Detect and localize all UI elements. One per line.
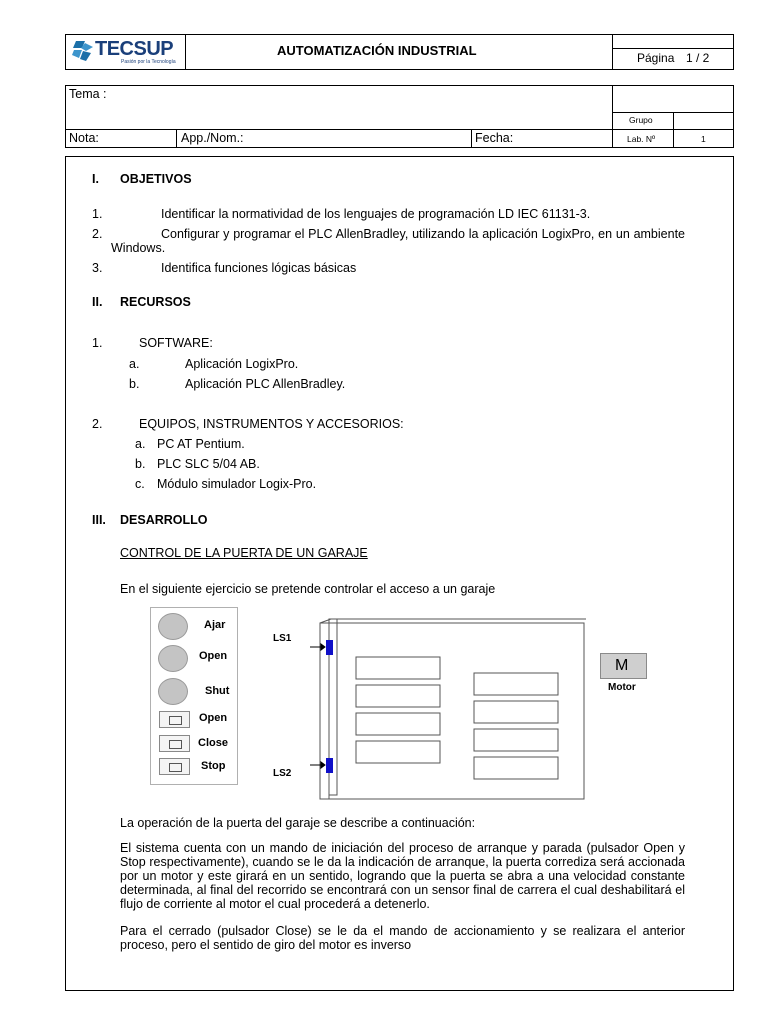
- door-frame: [320, 623, 584, 799]
- lamp-ajar: [158, 613, 188, 640]
- paragraph: El sistema cuenta con un mando de iniciación del proceso de arranque y parada (pulsador Open y Stop respectivamente), cuando se le da la indicación de arranque, la puerta corrediza será accionada por un motor y este girará en un sentido, logrando que la puerta se abra a una velocidad constante determinada, al final del recorrido se encontrará con un sensor final de carrera el cual deshabilitará el flujo de corriente al motor el cual procederá a detenerlo.: [120, 841, 685, 911]
- list-item-number: 2.: [92, 227, 103, 241]
- list-item-text: Módulo simulador Logix-Pro.: [157, 477, 317, 491]
- door-panel: [474, 701, 558, 723]
- lamp-open: [158, 645, 188, 672]
- list-item-text: Identifica funciones lógicas básicas: [161, 261, 357, 275]
- lamp-label: Open: [199, 650, 228, 662]
- ls2-label: LS2: [273, 768, 292, 779]
- ls2-arrowhead: [321, 762, 325, 768]
- tema-label: Tema :: [69, 87, 107, 101]
- limit-switch-ls2: [326, 758, 333, 773]
- fecha-label: Fecha:: [475, 131, 514, 145]
- door-panel: [474, 757, 558, 779]
- paragraph: La operación de la puerta del garaje se describe a continuación:: [120, 816, 476, 830]
- lamp-label: Shut: [205, 685, 230, 697]
- section-number: I.: [92, 172, 99, 186]
- list-item-letter: b.: [135, 457, 146, 471]
- motor-symbol: M: [615, 657, 629, 674]
- door-panel: [356, 685, 440, 707]
- section-title-recursos: RECURSOS: [120, 295, 191, 309]
- button-face: [169, 716, 182, 725]
- section-number: III.: [92, 513, 106, 527]
- info-divider: [612, 85, 613, 148]
- paragraph: Para el cerrado (pulsador Close) se le da el mando de accionamiento y se realizara el anterior proceso, pero el sentido de giro del motor es inverso: [120, 924, 685, 952]
- list-item-letter: b.: [129, 377, 140, 391]
- list-item-text: Aplicación PLC AllenBradley.: [185, 377, 346, 391]
- list-item-text: PLC SLC 5/04 AB.: [157, 457, 260, 471]
- list-item-text: Identificar la normatividad de los lenguajes de programación LD IEC 61131-3.: [161, 207, 591, 221]
- door-panel: [474, 729, 558, 751]
- list-item-number: 1.: [92, 336, 103, 350]
- subsection-title-software: SOFTWARE:: [139, 336, 213, 350]
- open-button[interactable]: [159, 711, 190, 728]
- list-item-number: 3.: [92, 261, 103, 275]
- nota-label: Nota:: [69, 131, 99, 145]
- list-item-letter: c.: [135, 477, 145, 491]
- list-item-text: Configurar y programar el PLC AllenBradley, utilizando la aplicación LogixPro, en un ambiente Windows.: [111, 227, 685, 255]
- list-item-text-wrapped: [111, 227, 685, 255]
- list-item-text: Aplicación LogixPro.: [185, 357, 299, 371]
- header-divider: [612, 48, 734, 49]
- button-label: Open: [199, 712, 228, 724]
- section-title-objetivos: OBJETIVOS: [120, 172, 192, 186]
- button-label: Close: [198, 737, 228, 749]
- lab-label: Lab. Nº: [627, 134, 656, 144]
- list-item-letter: a.: [135, 437, 146, 451]
- header-divider: [612, 34, 613, 70]
- lamp-shut: [158, 678, 188, 705]
- logo-text: TECSUP: [95, 38, 174, 60]
- ls1-arrowhead: [321, 644, 325, 650]
- page-label: Página: [637, 51, 675, 65]
- exercise-subtitle: CONTROL DE LA PUERTA DE UN GARAJE: [120, 546, 368, 560]
- info-divider: [176, 129, 177, 148]
- info-divider: [471, 129, 472, 148]
- button-label: Stop: [201, 760, 226, 772]
- limit-switch-ls1: [326, 640, 333, 655]
- ls1-label: LS1: [273, 633, 292, 644]
- door-panel: [356, 713, 440, 735]
- header-divider: [185, 34, 186, 70]
- app-nom-label: App./Nom.:: [181, 131, 244, 145]
- motor-box: [600, 653, 647, 679]
- logo-tagline: Pasión por la Tecnología: [121, 59, 176, 65]
- info-divider: [673, 112, 674, 148]
- grupo-label: Grupo: [629, 115, 653, 125]
- section-number: II.: [92, 295, 103, 309]
- button-face: [169, 740, 182, 749]
- close-button[interactable]: [159, 735, 190, 752]
- info-divider: [65, 129, 734, 130]
- list-item-number: 2.: [92, 417, 103, 431]
- garage-door-diagram: [268, 615, 588, 801]
- door-panel: [356, 657, 440, 679]
- tecsup-logo-icon: [72, 39, 94, 63]
- subsection-title-equipos: EQUIPOS, INSTRUMENTOS Y ACCESORIOS:: [139, 417, 404, 431]
- list-item-number: 1.: [92, 207, 103, 221]
- door-panel: [474, 673, 558, 695]
- motor-label: Motor: [608, 682, 636, 693]
- list-item-letter: a.: [129, 357, 140, 371]
- lab-number: 1: [701, 134, 706, 144]
- door-panel: [356, 741, 440, 763]
- list-item-text: PC AT Pentium.: [157, 437, 245, 451]
- lamp-label: Ajar: [204, 619, 226, 631]
- button-face: [169, 763, 182, 772]
- document-title: AUTOMATIZACIÓN INDUSTRIAL: [277, 43, 477, 58]
- stop-button[interactable]: [159, 758, 190, 775]
- tecsup-logo: [70, 37, 182, 67]
- page-number: 1 / 2: [686, 51, 710, 65]
- section-title-desarrollo: DESARROLLO: [120, 513, 208, 527]
- exercise-intro: En el siguiente ejercicio se pretende controlar el acceso a un garaje: [120, 582, 496, 596]
